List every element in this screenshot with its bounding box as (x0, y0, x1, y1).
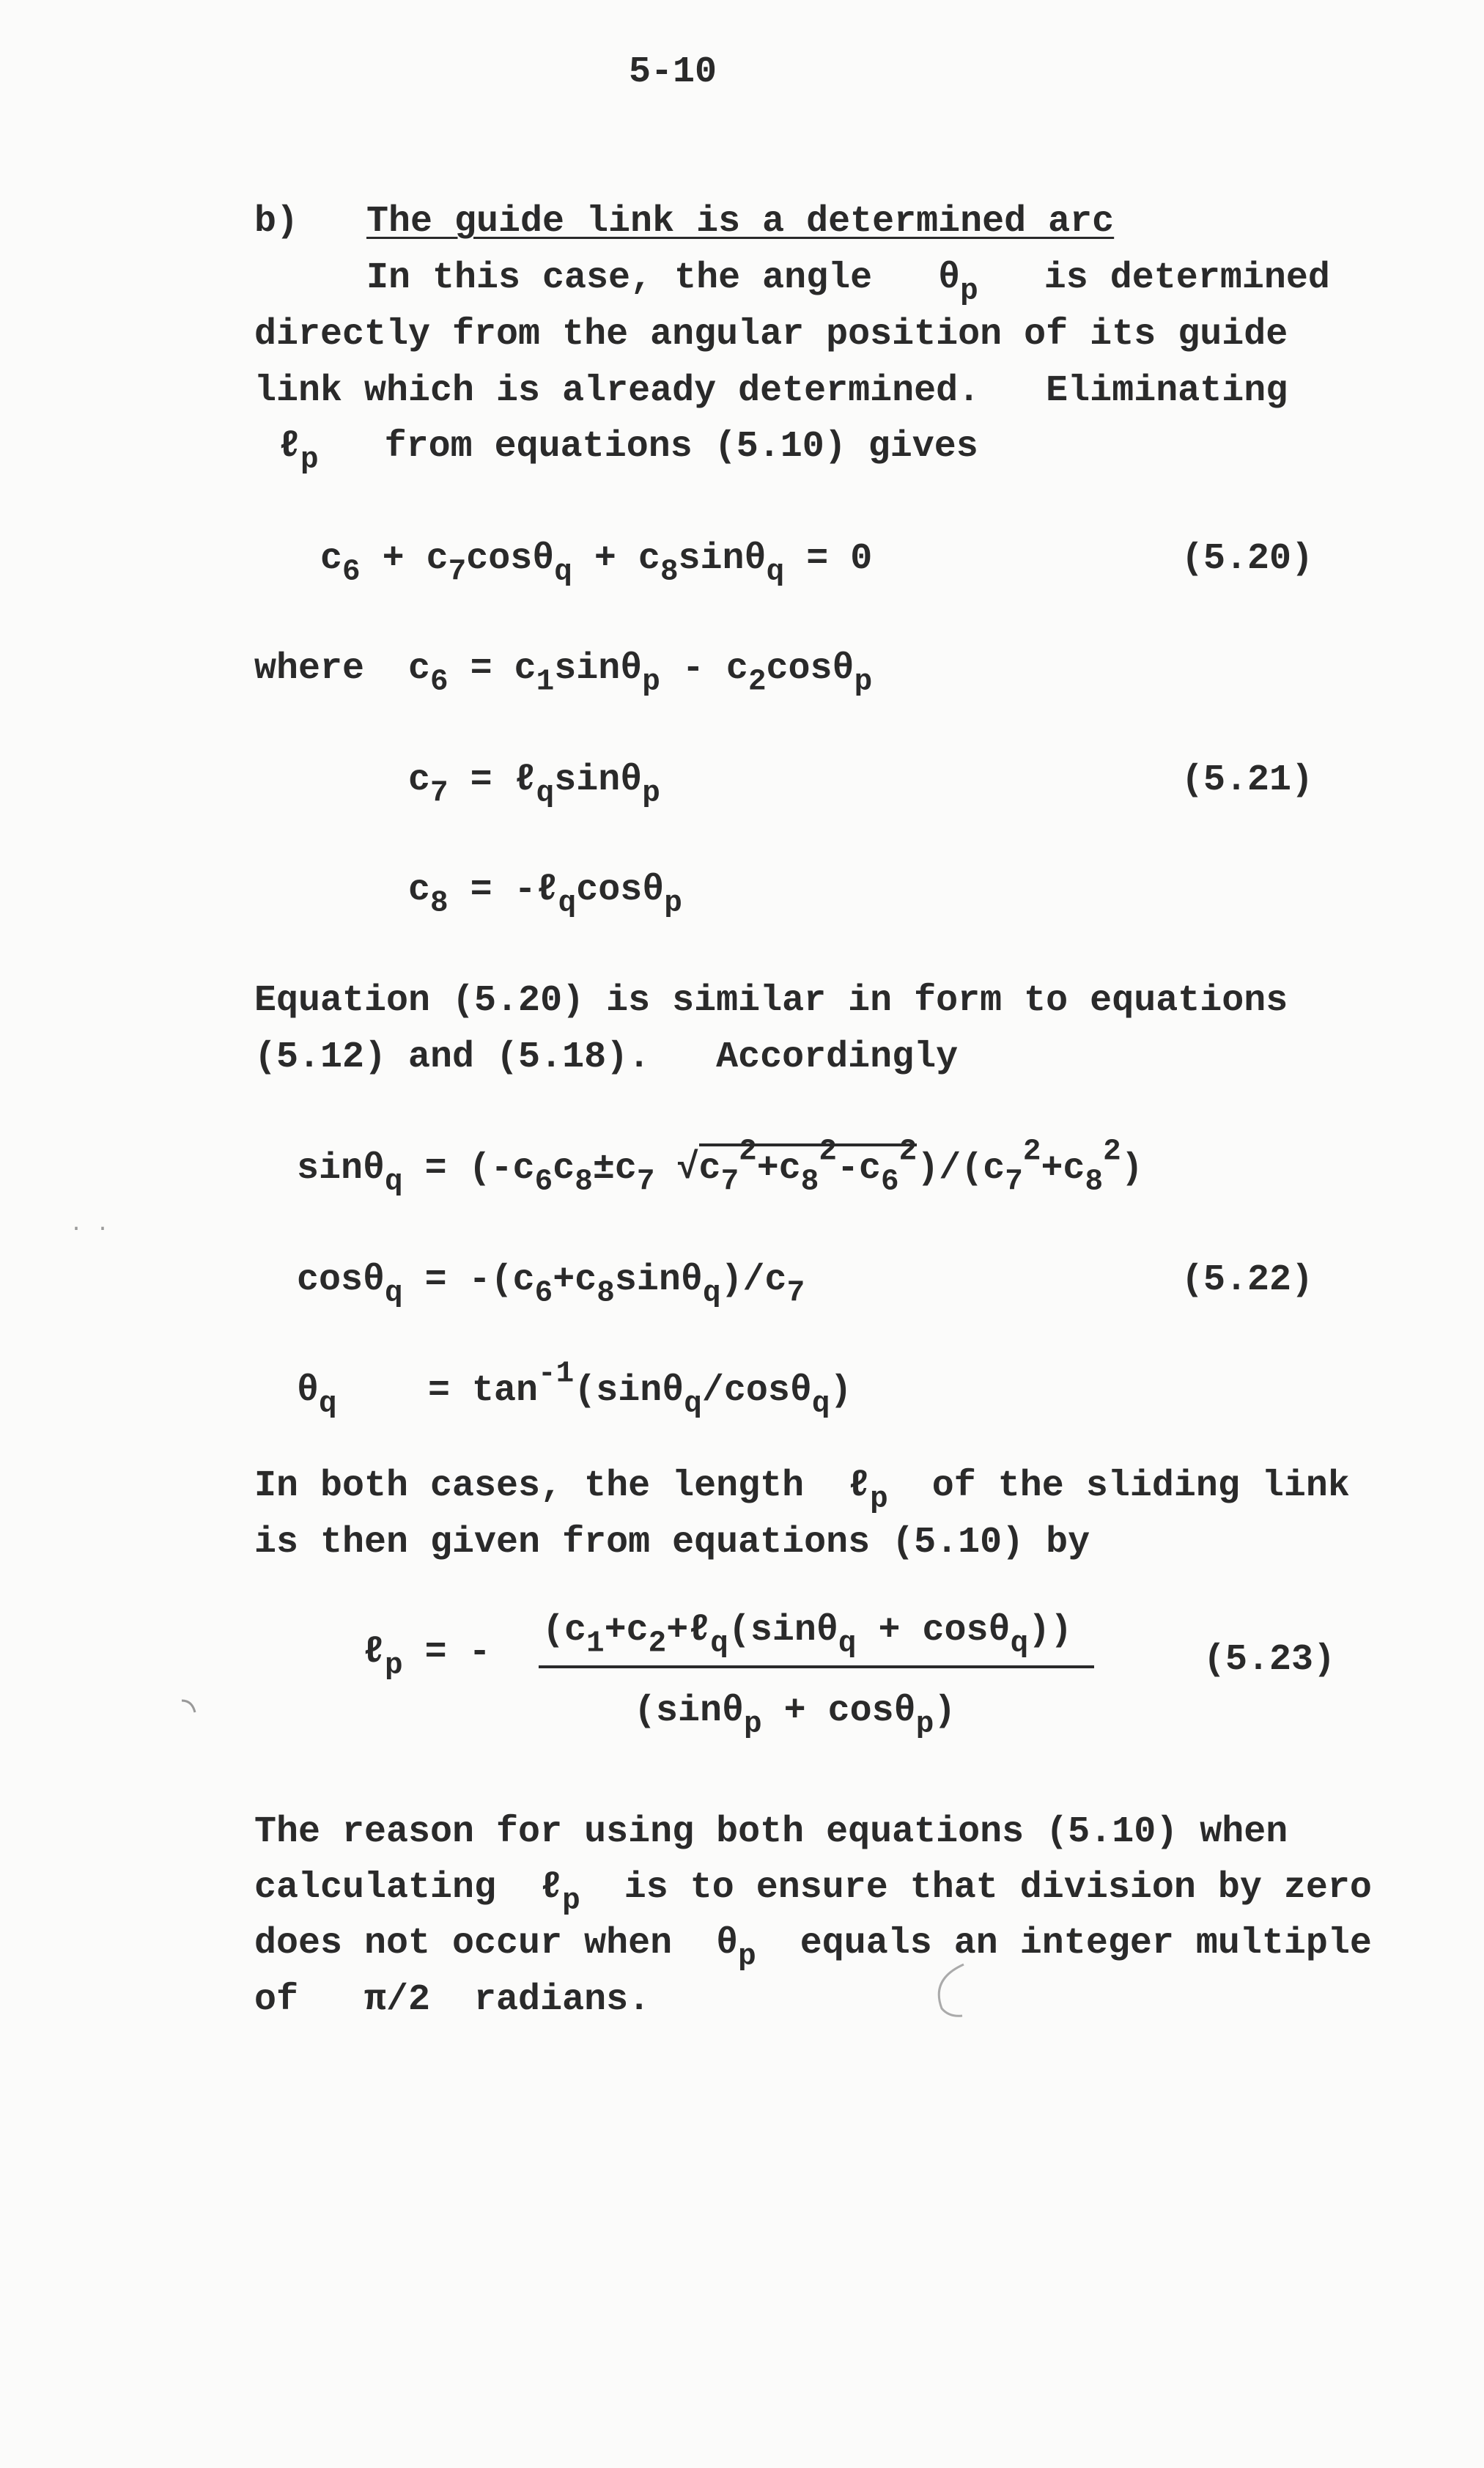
section-label: b) (254, 201, 299, 243)
equation-number-5-22: (5.22) (1181, 1259, 1314, 1301)
scan-dots: · · (70, 1217, 110, 1242)
equation-5-20: $c_6 + c_7\cos\theta_q + c_8\sin\theta_q = 0$ (320, 538, 873, 589)
equation-theta-q-rhs: = $\tan^{-1}(\sin\theta_q/\cos\theta_q)$ (428, 1357, 852, 1421)
paragraph-4-line-4: of π/2 radians. (254, 1979, 651, 2021)
equation-theta-q-lhs: $\theta_q$ (297, 1370, 337, 1421)
equation-sin-theta-q: $\sin\theta_q = (-c_6c_8\pm c_7$ $√c_7^2+c_8^2-c_6^2)/(c_7^2+c_8^2)$ (297, 1135, 1143, 1199)
equation-c7: $c_7$ = ℓ$_q$sinθ$_p$ (408, 759, 660, 811)
paragraph-4-line-1: The reason for using both equations (5.10) when (254, 1811, 1288, 1853)
intro-line-4: ℓ$_p$ from equations (5.10) gives (278, 426, 978, 477)
intro-line-1: In this case, the angle $\theta_p$ is determined (366, 257, 1330, 309)
where-label: where (254, 648, 365, 690)
paragraph-2-line-2: (5.12) and (5.18). Accordingly (254, 1036, 959, 1078)
paragraph-4-line-2: calculating ℓ$_p$ is to ensure that division by zero (254, 1867, 1372, 1918)
equation-cos-theta-q: $\cos\theta_q = -(c_6+c_8\sin\theta_q)/c_7$ (297, 1259, 805, 1311)
scan-mark (176, 1693, 205, 1723)
equation-5-23-denominator: (sinθ$_p$ + cosθ$_p$) (634, 1690, 956, 1742)
intro-line-3: link which is already determined. Eliminating (254, 370, 1288, 412)
page-number: 5-10 (629, 51, 717, 93)
paragraph-4-line-3: does not occur when $\theta_p$ equals an integer multiple (254, 1923, 1372, 1974)
intro-line-2: directly from the angular position of its guide (254, 314, 1288, 356)
paragraph-2-line-1: Equation (5.20) is similar in form to equations (254, 980, 1288, 1022)
equation-number-5-20: (5.20) (1181, 538, 1314, 580)
equation-5-23-lhs: ℓ$_p$ = - (363, 1632, 491, 1683)
paragraph-3-line-1: In both cases, the length ℓ$_p$ of the sliding link (254, 1465, 1350, 1517)
equation-number-5-21: (5.21) (1181, 759, 1314, 801)
scan-mark (927, 1957, 971, 2023)
equation-c8: $c_8$ = -ℓ$_q$cosθ$_p$ (408, 869, 682, 921)
fraction-bar (539, 1665, 1094, 1668)
equation-number-5-23: (5.23) (1203, 1639, 1336, 1681)
section-title: The guide link is a determined arc (366, 201, 1115, 243)
equation-c6: $c_6 = c_1\sin\theta_p - c_2\cos\theta_p$ (408, 648, 873, 699)
radicand: $c_7^2+c_8^2-c_6^2$ (698, 1135, 918, 1199)
equation-5-23-numerator: $(c_1+c_2+\ell_q(\sin\theta_q + \cos\theta_q))$ (542, 1610, 1073, 1661)
paragraph-3-line-2: is then given from equations (5.10) by (254, 1522, 1090, 1563)
